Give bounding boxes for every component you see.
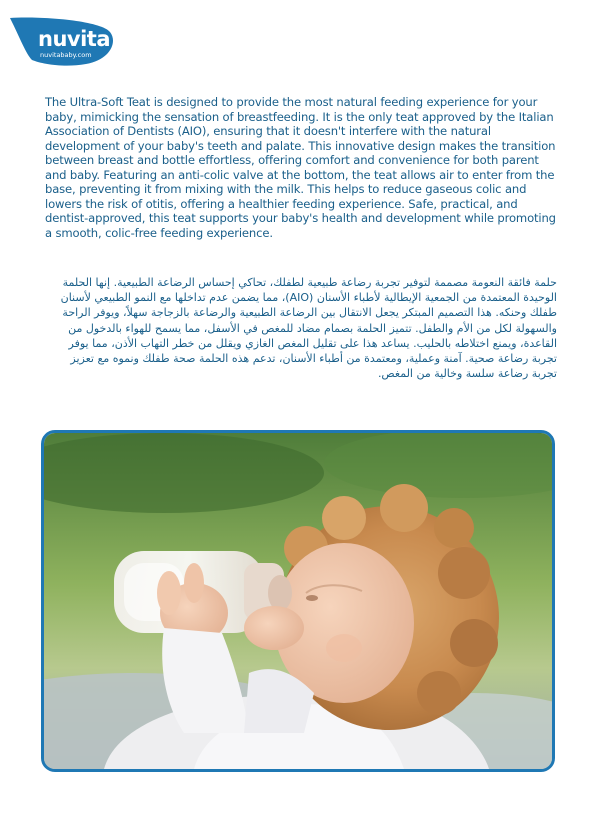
arabic-description: حلمة فائقة النعومة مصممة لتوفير تجربة رضاعة طبيعية لطفلك، تحاكي إحساس الرضاعة الطبيعية. إنها الحلمة الوحيدة المعتمدة من الجمعية الإيطالية لأطباء الأسنان (AIO)، مما يضمن عدم تداخلها مع النمو الطبيعي لأسنان طفلك وحنكه. هذا التصميم المبتكر يجعل الانتقال بين الرضاعة الطبيعية والرضاعة بالزجاجة سهلاً، ويوفر الراحة والسهولة لكل من الأم والطفل. تتميز الحلمة بصمام مضاد للمغص في الأسفل، مما يسمح للهواء بالدخول من القاعدة، ويمنع اختلاطه بالحليب. يساعد هذا على تقليل المغص الغازي ويقلل من خطر التهاب الأذن، مما يوفر تجربة رضاعة صحية. آمنة وعملية، ومعتمدة من أطباء الأسنان، تدعم هذه الحلمة صحة طفلك ونموه مع تعزيز تجربة رضاعة سلسة وخالية من المغص. <box>60 276 557 381</box>
logo-url: nuvitababy.com <box>40 51 92 59</box>
nuvita-logo <box>8 16 114 68</box>
english-description: The Ultra-Soft Teat is designed to provide the most natural feeding experience for your baby, mimicking the sensation of breastfeeding. It is the only teat approved by the Italian Association of Dentists (AIO), ensuring that it doesn't interfere with the natural development of your baby's teeth and palate. This innovative design makes the transition between breast and bottle effortless, offering comfort and convenience for both parent and baby. Featuring an anti-colic valve at the bottom, the teat allows air to enter from the base, preventing it from mixing with the milk. This helps to reduce gaseous colic and lowers the risk of otitis, offering a healthier feeding experience. Safe, practical, and dentist-approved, this teat supports your baby's health and development while promoting a smooth, colic-free feeding experience. <box>45 95 556 240</box>
baby-drinking-bottle-illustration <box>44 433 552 769</box>
product-photo <box>41 430 555 772</box>
logo-wordmark: nuvita <box>38 27 110 51</box>
